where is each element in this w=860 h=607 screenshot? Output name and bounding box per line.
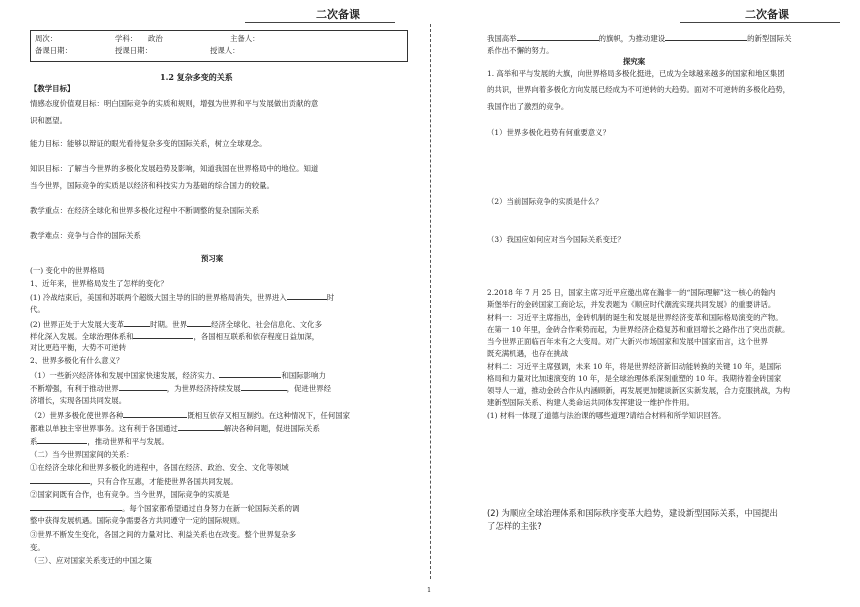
material1-d: 既充满机遇，也存在挑战: [487, 349, 569, 358]
preview-section2: （二）当今世界国家间的关系：: [30, 450, 134, 459]
prep-date-label: 备课日期：: [35, 46, 72, 55]
preview-l3b: 不断增强，有利于推动世界 ，为世界经济持续发展 ，促进世界经: [30, 384, 331, 393]
material1-c: 当今世界正面临百年未有之大变局。对广大新兴市场国家和发展中国家而言，这个世界: [487, 337, 768, 346]
explore-q1: （1）世界多极化趋势有何重要意义？: [487, 128, 610, 137]
preview-l2b: 样化深入发展。全球治理体系和 ，各国相互联系和依存程度日益加深，: [30, 332, 320, 341]
week-label: 周次：: [35, 34, 58, 43]
explore-p1b: 的共识，世界向着多极化方向发展已经成为不可逆转的大趋势。面对不可逆转的多极化趋势，: [487, 85, 791, 94]
preview-l3c: 济增长，实现各国共同发展。: [30, 396, 127, 405]
material-intro-2: 斯堡举行的金砖国家工商论坛，并发表题为《顺应时代潮流实现共同发展》的重要讲话。: [487, 300, 776, 309]
explore-q3: （3）我国应如何应对当今国际关系变迁？: [487, 235, 625, 244]
preview-l6b: 。每个国家都希望通过自身努力在新一轮国际关系的调: [30, 503, 299, 514]
lesson-title: 1.2 复杂多变的关系: [160, 72, 233, 82]
teach-date-label: 授课日期：: [115, 46, 152, 55]
right-header-rule: [680, 22, 840, 23]
goal-attitude-line2: 识和愿望。: [30, 116, 67, 125]
material1-a: 材料一：习近平主席指出，金砖机制的诞生和发展是世界经济变革和国际格局演变的产物。: [487, 313, 783, 322]
preview-l7b: 变。: [30, 543, 45, 552]
page-number: 1: [427, 586, 432, 594]
preview-l5a: ①在经济全球化和世界多极化的进程中，各国在经济、政治、安全、文化等领域: [30, 463, 289, 472]
preview-q1: 1、近年来，世界格局发生了怎样的变化？: [30, 279, 168, 288]
preview-section3: （三）、应对国家关系变迁的中国之策: [30, 556, 152, 565]
left-header-rule: [245, 22, 395, 23]
preview-l1b: 代。: [30, 305, 45, 314]
difficulty: 教学难点：竞争与合作的国际关系: [30, 231, 141, 240]
preview-l3a: （1）一些新兴经济体和发展中国家快速发展，经济实力、 和国际影响力: [30, 371, 326, 380]
explore-p1c: 我国作出了激烈的竞争。: [487, 102, 569, 111]
material-question1: (1) 材料一体现了道德与法治课的哪些道理?请结合材料和所学知识回答。: [487, 411, 726, 420]
preview-l2a: (2) 世界正处于大发展大变革 时期。世界 经济全球化、社会信息化、文化多: [30, 320, 322, 329]
goal-knowledge-line1: 知识目标：了解当今世界的多极化发展趋势及影响，知道我国在世界格局中的地位。知道: [30, 164, 319, 173]
preview-l7a: ③世界不断发生变化，各国之间的力量对比、利益关系也在改变。整个世界复杂多: [30, 530, 297, 539]
goal-knowledge-line2: 当今世界，国际竞争的实质是以经济和科技实力为基础的综合国力的较量。: [30, 181, 274, 190]
material2-a: 材料二：习近平主席强调，未来 10 年，将是世界经济新旧动能转换的关键 10 年，是国际: [487, 362, 782, 371]
host-label: 主备人：: [230, 34, 260, 43]
right-l2: 系作出不懈的努力。: [487, 46, 554, 55]
preview-heading: 预习案: [201, 254, 224, 263]
material2-b: 格局和力量对比加速演变的 10 年，是全球治理体系深刻重塑的 10 年。我期待着金砖国家: [487, 374, 782, 383]
preview-l2c: 对比更趋平衡，大势不可逆转: [30, 343, 127, 352]
goal-ability: 能力目标：能够以辩证的眼光看待复杂多变的国际关系，树立全球观念。: [30, 139, 267, 148]
goal-attitude-line1: 情感态度价值观目标：明白国际竞争的实质和规则，增强为世界和平与发展做出贡献的意: [30, 99, 319, 108]
preview-l4a: （2）世界多极化使世界各种 既相互依存又相互制约。在这种情况下，任何国家: [30, 411, 351, 420]
explore-p1a: 1. 高举和平与发展的大旗，向世界格局多极化挺进，已成为全球越来越多的国家和地区集团: [487, 69, 785, 78]
subject-label: 学科：: [115, 34, 138, 43]
preview-l5b: ，只有合作互惠，才能使世界各国共同发展。: [30, 476, 238, 487]
material-question2-line1: (2) 为顺应全球治理体系和国际秩序变革大趋势，建设新型国际关系，中国提出: [487, 508, 778, 518]
teacher-label: 授课人：: [210, 46, 240, 55]
preview-q2: 2、世界多极化有什么意义？: [30, 356, 124, 365]
material-question2-line2: 了怎样的主张?: [487, 521, 542, 531]
explore-heading: 探究案: [623, 57, 646, 66]
preview-l4b: 都难以单独主宰世界事务。这有利于各国通过 解决各种问题，促进国际关系: [30, 424, 320, 433]
preview-l1a: (1) 冷战结束后，美国和苏联两个超级大国主导的旧的世界格局消失，世界进入 时: [30, 293, 335, 302]
material2-c: 领导人一道，推动金砖合作从内涵顾新，再发展更加健谈新区实新发展，合力克服挑战，为构: [487, 386, 791, 395]
explore-q2: （2）当前国际竞争的实质是什么？: [487, 197, 603, 206]
preview-l6a: ②国家间既有合作，也有竞争。当今世界，国际竞争的实质是: [30, 490, 230, 499]
column-divider: [430, 24, 431, 579]
subject-value: 政治: [148, 34, 163, 43]
preview-l6c: 整中获得发展机遇。国际竞争需要各方共同遵守一定的国际规则。: [30, 516, 245, 525]
preview-section1: (一) 变化中的世界格局: [30, 266, 105, 275]
material2-d: 建新型国际关系、构建人类命运共同体发挥建设一维护作件用。: [487, 398, 694, 407]
right-page-header: 二次备课: [745, 8, 789, 21]
left-page-header: 二次备课: [316, 8, 360, 21]
material-intro-1: 2.2018 年 7 月 25 日，国家主席习近平应邀出席在瀚非一的“国际理解”这一核心的翰内: [487, 288, 776, 297]
key-point: 教学重点：在经济全球化和世界多极化过程中不断调整的复杂国际关系: [30, 206, 260, 215]
preview-l4c: 系 ，推动世界和平与发展。: [30, 437, 169, 446]
material1-b: 在第一 10 年里，金砖合作乘势而起，为世界经济企稳复苏和重回增长之路作出了突出贡献。: [487, 325, 790, 334]
right-l1: 我国高举 的旗帜，为推动建设 的新型国际关: [487, 34, 792, 43]
objectives-heading: 【教学目标】: [30, 84, 75, 93]
